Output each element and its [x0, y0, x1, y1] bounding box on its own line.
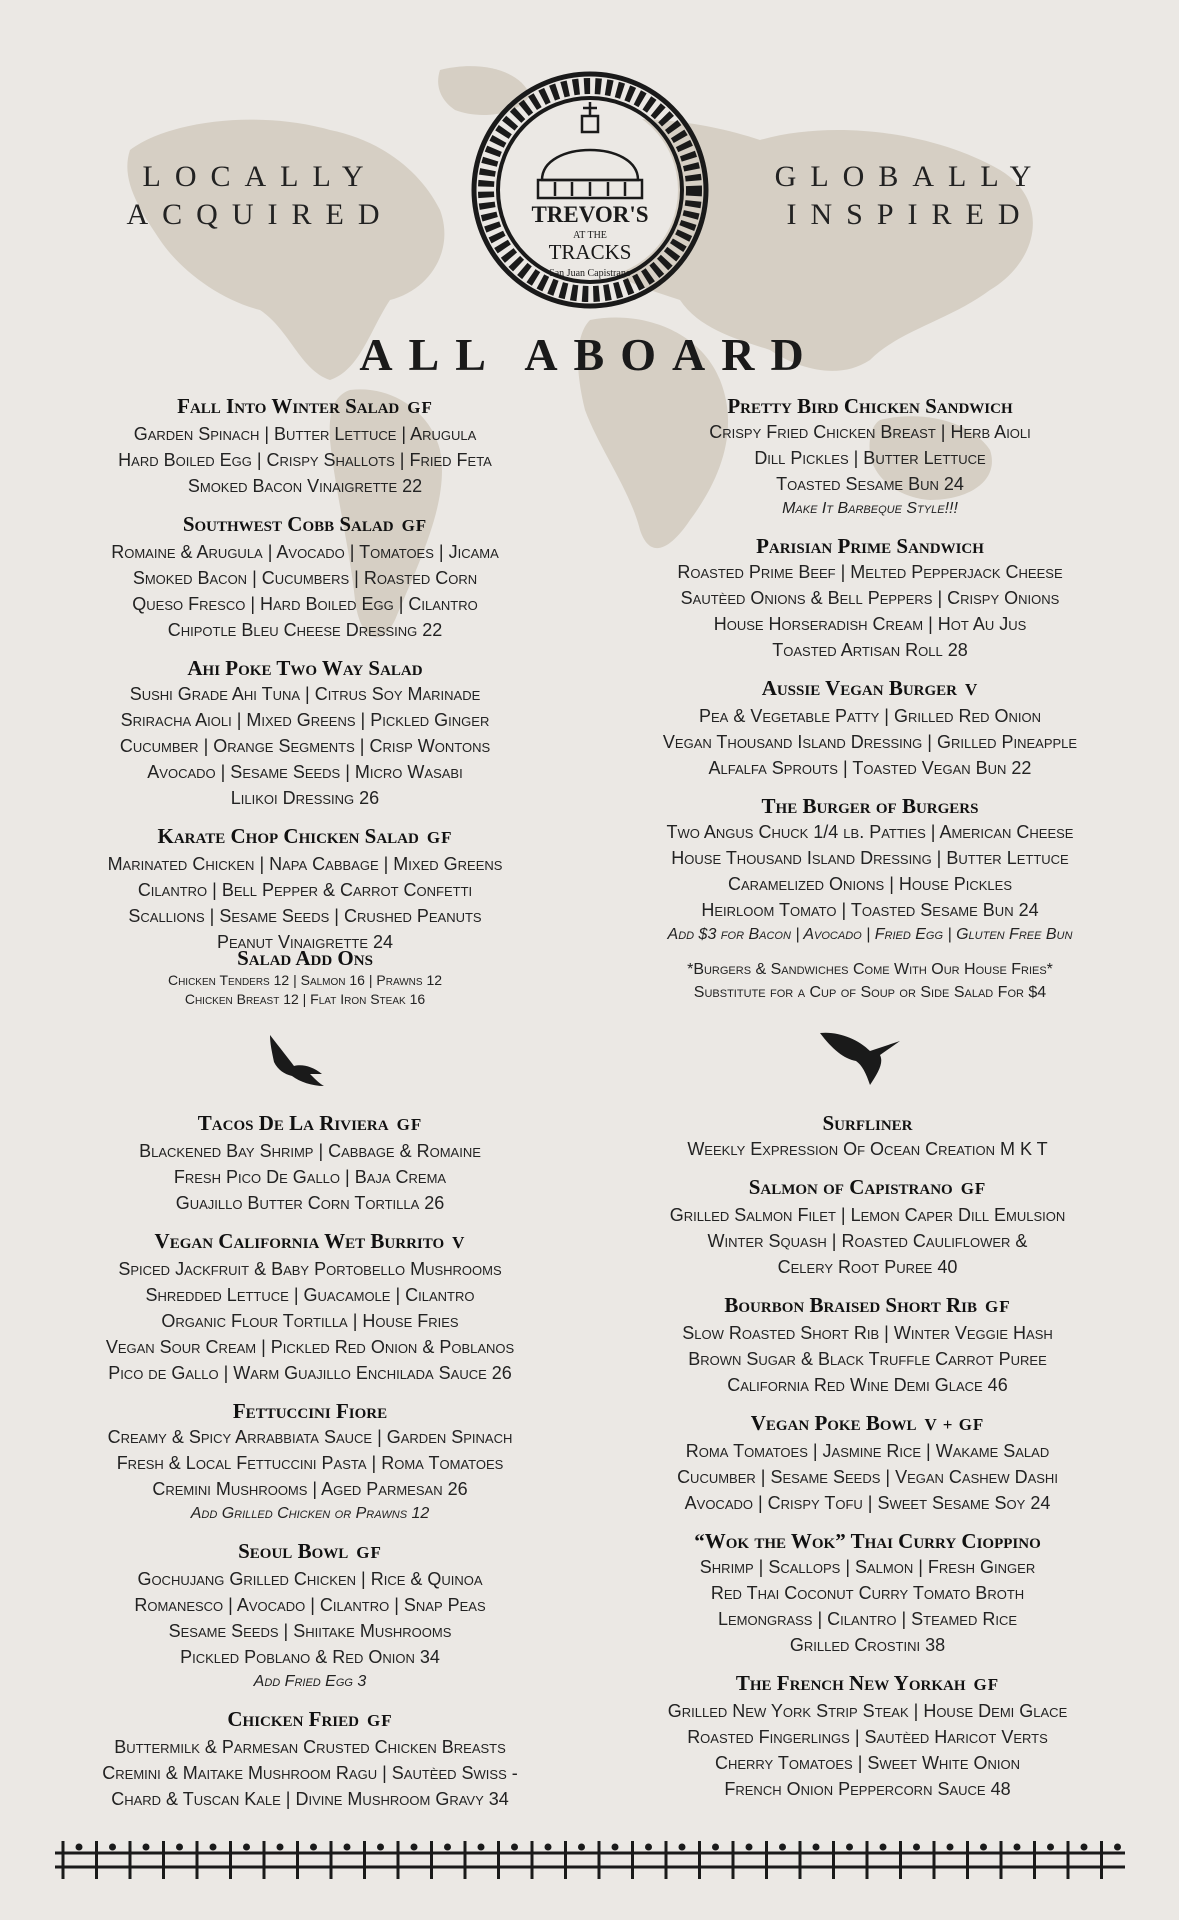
menu-item-description: Two Angus Chuck 1/4 lb. Patties | American Cheese	[666, 822, 1074, 842]
dietary-tag: GF	[960, 1179, 987, 1198]
menu-item-description: Cremini & Maitake Mushroom Ragu | Sautèed Swiss -	[102, 1763, 518, 1783]
menu-title: ALL ABOARD	[359, 329, 820, 380]
dietary-tag: GF	[985, 1297, 1011, 1316]
menu-item-description: Dill Pickles | Butter Lettuce	[754, 448, 986, 468]
dietary-tag: GF	[407, 398, 433, 417]
menu-item-description: Vegan Sour Cream | Pickled Red Onion & Poblanos	[105, 1337, 515, 1357]
menu-item	[40, 1228, 580, 1386]
rail-tie	[331, 1841, 351, 1879]
menu-item	[40, 1706, 580, 1812]
menu-item-description: Lemongrass | Cilantro | Steamed Rice	[717, 1609, 1018, 1629]
rail-tie	[432, 1841, 452, 1879]
menu-item	[40, 1110, 580, 1216]
rail-tie	[566, 1841, 586, 1879]
menu-item-name	[595, 1528, 1140, 1554]
menu-item	[595, 1528, 1140, 1658]
menu-item-description: French Onion Peppercorn Sauce 48	[724, 1779, 1011, 1799]
rail-tie	[800, 1841, 820, 1879]
menu-item	[595, 1410, 1140, 1516]
tagline-right-line1: GLOBALLY	[774, 160, 1046, 193]
menu-item-description: Sriracha Aioli | Mixed Greens | Pickled Ginger	[120, 710, 490, 730]
rail-tie	[365, 1841, 385, 1879]
menu-item	[40, 1538, 580, 1694]
menu-item	[600, 793, 1140, 947]
restaurant-logo	[470, 70, 710, 310]
menu-item-description: Creamy & Spicy Arrabbiata Sauce | Garden Spinach	[107, 1427, 513, 1447]
menu-item-description: Cremini Mushrooms | Aged Parmesan 26	[152, 1479, 468, 1499]
menu-item-name	[600, 793, 1140, 819]
menu-item-description: Toasted Sesame Bun 24	[776, 474, 964, 494]
menu-item-description: Roasted Prime Beef | Melted Pepperjack Cheese	[677, 562, 1063, 582]
menu-item-title: Seoul Bowl	[238, 1539, 349, 1563]
menu-item-description: Pea & Vegetable Patty | Grilled Red Onion	[698, 706, 1042, 726]
menu-item-description: Cucumber | Orange Segments | Crisp Wontons	[119, 736, 491, 756]
menu-item-description: Sesame Seeds | Shiitake Mushrooms	[168, 1621, 452, 1641]
menu-item-description: Cherry Tomatoes | Sweet White Onion	[714, 1753, 1021, 1773]
rail-tie	[633, 1841, 653, 1879]
rail-tie	[901, 1841, 921, 1879]
menu-item	[600, 393, 1140, 521]
dietary-tag: GF	[426, 828, 453, 847]
menu-item-name	[595, 1292, 1140, 1320]
burger-note-line1: *Burgers & Sandwiches Come With Our House Fries*	[687, 961, 1053, 978]
menu-item-description: Toasted Artisan Roll 28	[772, 640, 968, 660]
menu-item-description: Hard Boiled Egg | Crispy Shallots | Fried Feta	[118, 450, 492, 470]
menu-item-description: Avocado | Crispy Tofu | Sweet Sesame Soy 24	[684, 1493, 1051, 1513]
dietary-tag: GF	[356, 1543, 382, 1562]
menu-item-note: Add $3 for Bacon | Avocado | Fried Egg | Gluten Free Bun	[667, 926, 1073, 943]
menu-item-title: Southwest Cobb Salad	[182, 512, 394, 536]
menu-item-description: Spiced Jackfruit & Baby Portobello Mushrooms	[118, 1259, 502, 1279]
menu-item-note: Make It Barbeque Style!!!	[782, 500, 958, 517]
logo-city-text: San Juan Capistrano	[549, 268, 631, 279]
salad-addons-title: Salad Add Ons	[237, 946, 373, 970]
menu-item-description: Crispy Fried Chicken Breast | Herb Aioli	[709, 422, 1031, 442]
tagline-left	[100, 158, 420, 234]
dietary-tag: V	[452, 1233, 466, 1252]
menu-item-name	[595, 1410, 1140, 1438]
menu-item-description: Sautèed Onions & Bell Peppers | Crispy Onions	[680, 588, 1060, 608]
salads-column	[40, 393, 570, 967]
menu-item	[40, 511, 570, 643]
menu-item-title: Parisian Prime Sandwich	[756, 534, 984, 558]
menu-item-description: Gochujang Grilled Chicken | Rice & Quinoa	[137, 1569, 483, 1589]
menu-item-description: Roma Tomatoes | Jasmine Rice | Wakame Salad	[685, 1441, 1050, 1461]
menu-item-name	[40, 655, 570, 681]
menu-item-title: Aussie Vegan Burger	[761, 676, 958, 700]
menu-item-description: Grilled Salmon Filet | Lemon Caper Dill Emulsion	[669, 1205, 1066, 1225]
railroad-track-divider	[55, 1835, 1125, 1885]
menu-item	[595, 1110, 1140, 1162]
dietary-tag: V	[965, 680, 979, 699]
menu-item-description: Roasted Fingerlings | Sautèed Haricot Verts	[687, 1727, 1048, 1747]
rail-tie	[63, 1841, 83, 1879]
menu-item	[595, 1174, 1140, 1280]
menu-item-description: Grilled Crostini 38	[789, 1635, 946, 1655]
menu-item-name	[600, 675, 1140, 703]
sandwiches-column	[600, 393, 1140, 959]
dietary-tag: V + GF	[924, 1415, 985, 1434]
menu-item	[600, 675, 1140, 781]
burger-note	[600, 958, 1140, 1004]
menu-item-description: Fresh & Local Fettuccini Pasta | Roma Tomatoes	[116, 1453, 504, 1473]
menu-item-description: Slow Roasted Short Rib | Winter Veggie Hash	[682, 1323, 1053, 1343]
salad-addons-line1: Chicken Tenders 12 | Salmon 16 | Prawns 12	[167, 972, 443, 988]
menu-item	[595, 1670, 1140, 1802]
menu-item-description: Peanut Vinaigrette 24	[216, 932, 394, 952]
entrees-right-column	[595, 1110, 1140, 1814]
menu-item-description: Brown Sugar & Black Truffle Carrot Puree	[688, 1349, 1047, 1369]
menu-item-note: Add Fried Egg 3	[253, 1673, 367, 1690]
menu-item-description: Cilantro | Bell Pepper & Carrot Confetti	[137, 880, 473, 900]
menu-item-description: Shredded Lettuce | Guacamole | Cilantro	[145, 1285, 475, 1305]
rail-tie	[499, 1841, 519, 1879]
salad-addons	[40, 945, 570, 1009]
rail-tie	[231, 1841, 251, 1879]
menu-item-description: California Red Wine Demi Glace 46	[727, 1375, 1008, 1395]
logo-at-text: AT THE	[573, 230, 607, 241]
menu-item-description: Red Thai Coconut Curry Tomato Broth	[710, 1583, 1025, 1603]
menu-item-note: Add Grilled Chicken or Prawns 12	[190, 1505, 430, 1522]
swallow-icon	[818, 1025, 903, 1090]
rail-tie	[264, 1841, 284, 1879]
rail-tie	[1001, 1841, 1021, 1879]
menu-item-description: Smoked Bacon Vinaigrette 22	[187, 476, 423, 496]
menu-item	[40, 823, 570, 955]
logo-name-text: TREVOR'S	[531, 202, 649, 227]
logo-tracks-text: TRACKS	[548, 240, 632, 264]
rail-tie	[1102, 1841, 1122, 1879]
rail-tie	[767, 1841, 787, 1879]
menu-item	[40, 655, 570, 811]
dietary-tag: GF	[366, 1711, 393, 1730]
rail-tie	[700, 1841, 720, 1879]
menu-item-name	[40, 1398, 580, 1424]
menu-item-name	[40, 1538, 580, 1566]
menu-item-title: Vegan Poke Bowl	[750, 1411, 917, 1435]
menu-item-title: Vegan California Wet Burrito	[154, 1229, 445, 1253]
rail-tie	[599, 1841, 619, 1879]
menu-item-description: Caramelized Onions | House Pickles	[727, 874, 1012, 894]
menu-item-description: Heirloom Tomato | Toasted Sesame Bun 24	[701, 900, 1039, 920]
menu-item-description: Shrimp | Scallops | Salmon | Fresh Ginger	[699, 1557, 1036, 1577]
salad-addons-line2: Chicken Breast 12 | Flat Iron Steak 16	[184, 991, 426, 1007]
menu-item	[40, 393, 570, 499]
menu-item-title: Fettuccini Fiore	[232, 1399, 388, 1423]
menu-item-description: Celery Root Puree 40	[777, 1257, 958, 1277]
menu-item-description: Avocado | Sesame Seeds | Micro Wasabi	[147, 762, 463, 782]
menu-item-name	[40, 1706, 580, 1734]
rail-tie	[1035, 1841, 1055, 1879]
rail-tie	[465, 1841, 485, 1879]
menu-item-description: Grilled New York Strip Steak | House Demi Glace	[667, 1701, 1068, 1721]
menu-item-description: Queso Fresco | Hard Boiled Egg | Cilantro	[132, 594, 478, 614]
rail-tie	[968, 1841, 988, 1879]
dietary-tag: GF	[973, 1675, 1000, 1694]
tagline-right	[750, 158, 1070, 234]
menu-item-description: Cucumber | Sesame Seeds | Vegan Cashew Dashi	[677, 1467, 1058, 1487]
menu-item-name	[40, 823, 570, 851]
menu-item-description: Romaine & Arugula | Avocado | Tomatoes | Jicama	[111, 542, 499, 562]
menu-item-description: Buttermilk & Parmesan Crusted Chicken Breasts	[114, 1737, 506, 1757]
menu-item-name	[40, 1228, 580, 1256]
rail-tie	[1068, 1841, 1088, 1879]
menu-item-description: Winter Squash | Roasted Cauliflower &	[707, 1231, 1028, 1251]
rail-tie	[298, 1841, 318, 1879]
menu-item-description: Lilikoi Dressing 26	[230, 788, 380, 808]
menu-item-description: House Horseradish Cream | Hot Au Jus	[713, 614, 1027, 634]
menu-item-title: The French New Yorkah	[735, 1671, 966, 1695]
rail-tie	[130, 1841, 150, 1879]
menu-item-name	[595, 1174, 1140, 1202]
menu-item-description: Guajillo Butter Corn Tortilla 26	[175, 1193, 445, 1213]
menu-item-name	[40, 1110, 580, 1138]
menu-item-description: Chard & Tuscan Kale | Divine Mushroom Gravy 34	[111, 1789, 509, 1809]
menu-item-name	[600, 393, 1140, 419]
menu-item-description: Fresh Pico De Gallo | Baja Crema	[173, 1167, 447, 1187]
rail-tie	[97, 1841, 117, 1879]
menu-item-name	[595, 1670, 1140, 1698]
menu-item-description: Smoked Bacon | Cucumbers | Roasted Corn	[132, 568, 478, 588]
menu-item-description: Scallions | Sesame Seeds | Crushed Peanuts	[128, 906, 482, 926]
menu-item	[40, 1398, 580, 1526]
menu-item-title: Karate Chop Chicken Salad	[157, 824, 419, 848]
menu-item-description: Sushi Grade Ahi Tuna | Citrus Soy Marinade	[129, 684, 481, 704]
menu-item-description: Alfalfa Sprouts | Toasted Vegan Bun 22	[708, 758, 1032, 778]
menu-item-description: Garden Spinach | Butter Lettuce | Arugula	[133, 424, 477, 444]
dietary-tag: GF	[396, 1115, 423, 1134]
menu-item-description: Vegan Thousand Island Dressing | Grilled Pineapple	[662, 732, 1078, 752]
menu-item-title: Surfliner	[822, 1111, 913, 1135]
dietary-tag: GF	[401, 516, 428, 535]
tagline-right-line2: INSPIRED	[786, 198, 1034, 231]
menu-item-title: The Burger of Burgers	[761, 794, 979, 818]
entrees-left-column	[40, 1110, 580, 1824]
burger-note-line2: Substitute for a Cup of Soup or Side Salad For $4	[693, 984, 1047, 1001]
menu-item-description: Pico de Gallo | Warm Guajillo Enchilada Sauce 26	[108, 1363, 512, 1383]
rail-tie	[934, 1841, 954, 1879]
rail-tie	[164, 1841, 184, 1879]
rail-tie	[867, 1841, 887, 1879]
rail-tie	[197, 1841, 217, 1879]
menu-item-description: Blackened Bay Shrimp | Cabbage & Romaine	[139, 1141, 481, 1161]
menu-item-description: Weekly Expression Of Ocean Creation M K T	[687, 1139, 1048, 1159]
menu-item	[600, 533, 1140, 663]
menu-item-description: Romanesco | Avocado | Cilantro | Snap Peas	[134, 1595, 486, 1615]
menu-item-description: Organic Flour Tortilla | House Fries	[161, 1311, 459, 1331]
rail-tie	[666, 1841, 686, 1879]
menu-item-title: Fall Into Winter Salad	[177, 394, 400, 418]
menu-item-title: Ahi Poke Two Way Salad	[187, 656, 423, 680]
menu-item-title: Pretty Bird Chicken Sandwich	[727, 394, 1013, 418]
menu-item-title: Tacos De La Riviera	[197, 1111, 389, 1135]
tagline-left-line2: ACQUIRED	[126, 198, 394, 231]
menu-item-title: “Wok the Wok” Thai Curry Cioppino	[694, 1529, 1041, 1553]
menu-item-description: Marinated Chicken | Napa Cabbage | Mixed Greens	[107, 854, 503, 874]
rail-tie	[733, 1841, 753, 1879]
menu-item-description: House Thousand Island Dressing | Butter Lettuce	[671, 848, 1069, 868]
menu-item-description: Chipotle Bleu Cheese Dressing 22	[167, 620, 443, 640]
rail-tie	[398, 1841, 418, 1879]
menu-item-title: Chicken Fried	[227, 1707, 359, 1731]
menu-item-name	[595, 1110, 1140, 1136]
swallow-icon	[262, 1030, 332, 1090]
menu-item	[595, 1292, 1140, 1398]
tagline-left-line1: LOCALLY	[142, 160, 378, 193]
rail-tie	[834, 1841, 854, 1879]
menu-item-description: Pickled Poblano & Red Onion 34	[180, 1647, 440, 1667]
menu-item-name	[40, 393, 570, 421]
menu-item-title: Bourbon Braised Short Rib	[724, 1293, 977, 1317]
menu-item-name	[40, 511, 570, 539]
menu-item-name	[600, 533, 1140, 559]
menu-item-title: Salmon of Capistrano	[748, 1175, 953, 1199]
rail-tie	[532, 1841, 552, 1879]
